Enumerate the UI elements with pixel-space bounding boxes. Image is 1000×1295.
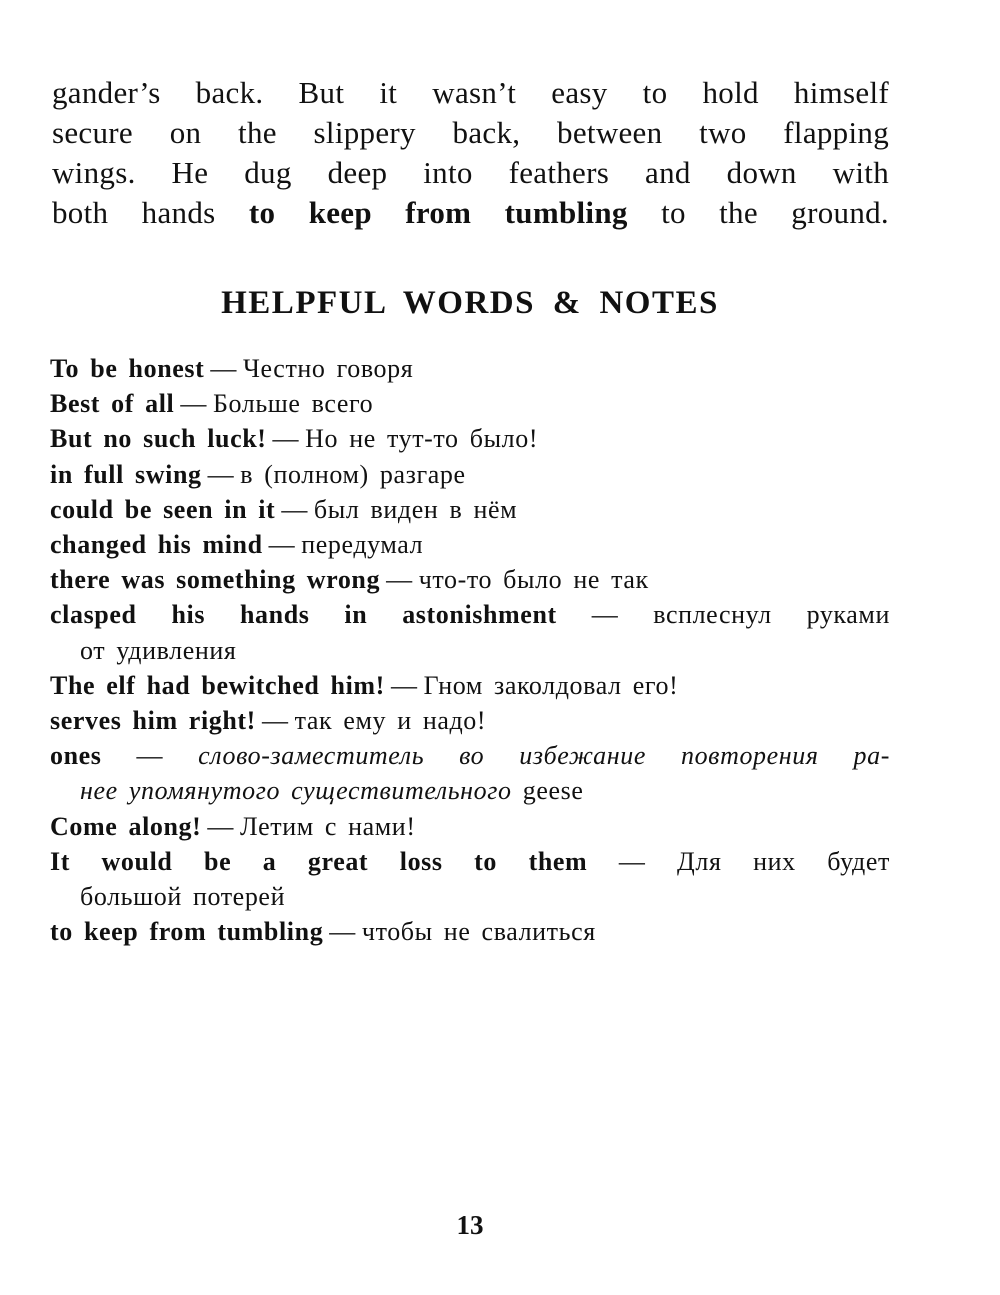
dash-separator: — xyxy=(618,846,646,876)
vocab-term: Best of all xyxy=(50,389,175,419)
vocab-translation-continued: нее упомянутого существительного xyxy=(80,776,512,806)
vocab-entry xyxy=(50,562,890,597)
vocabulary-list xyxy=(50,351,890,949)
vocab-translation: Но не тут-то было! xyxy=(305,424,539,454)
dash-separator: — xyxy=(207,811,235,841)
story-paragraph xyxy=(52,73,889,233)
vocab-term: It would be a great loss to them xyxy=(50,846,588,876)
dash-separator: — xyxy=(261,706,289,736)
vocab-term: The elf had bewitched him! xyxy=(50,670,385,700)
section-heading: HELPFUL WORDS & NOTES xyxy=(221,285,719,321)
paragraph-line: gander’s back. But it wasn’t easy to hold himself xyxy=(52,75,889,110)
vocab-term: ones xyxy=(50,741,102,771)
vocab-term: in full swing xyxy=(50,459,202,489)
vocab-translation-continued: от удивления xyxy=(80,635,237,665)
vocab-term: serves him right! xyxy=(50,706,256,736)
dash-separator: — xyxy=(390,670,418,700)
vocab-translation: Гном заколдовал его! xyxy=(423,670,679,700)
paragraph-text: both hands xyxy=(52,195,216,230)
paragraph-text: to the ground. xyxy=(661,195,889,230)
dash-separator: — xyxy=(268,530,296,560)
vocab-translation: так ему и надо! xyxy=(294,706,487,736)
vocab-translation: передумал xyxy=(301,530,424,560)
dash-separator: — xyxy=(272,424,300,454)
dash-separator: — xyxy=(329,917,356,947)
paragraph-line: secure on the slippery back, between two flapping xyxy=(52,115,889,150)
vocab-translation: был виден в нём xyxy=(313,494,518,524)
vocab-term: there was something wrong xyxy=(50,565,381,595)
dash-separator: — xyxy=(591,600,619,630)
vocab-entry xyxy=(50,668,890,703)
paragraph-line: wings. He dug deep into feathers and down with xyxy=(52,155,889,190)
page-number: 13 xyxy=(456,1210,484,1240)
vocab-translation: всплеснул руками xyxy=(653,600,890,630)
vocab-term: clasped his hands in astonishment xyxy=(50,600,557,630)
vocab-entry xyxy=(50,421,890,456)
paragraph-line xyxy=(52,193,889,233)
vocab-entry xyxy=(50,597,890,667)
highlighted-phrase: to keep from tumbling xyxy=(248,195,628,230)
vocab-entry xyxy=(50,457,890,492)
vocab-entry xyxy=(50,844,890,914)
vocab-entry xyxy=(50,809,890,844)
vocab-translation: чтобы не свалиться xyxy=(361,917,596,947)
dash-separator: — xyxy=(386,565,413,595)
dash-separator: — xyxy=(207,459,235,489)
vocab-term: could be seen in it xyxy=(50,494,276,524)
dash-separator: — xyxy=(281,494,308,524)
vocab-example-word: geese xyxy=(522,776,584,806)
vocab-term: Come along! xyxy=(50,811,202,841)
vocab-entry xyxy=(50,738,890,808)
vocab-term: to keep from tumbling xyxy=(50,917,324,947)
vocab-term: To be honest xyxy=(50,354,205,383)
vocab-translation: в (полном) разгаре xyxy=(240,459,466,489)
vocab-translation-continued: большой потерей xyxy=(80,882,286,912)
vocab-translation: Больше всего xyxy=(212,389,374,419)
vocab-term: But no such luck! xyxy=(50,424,267,454)
dash-separator: — xyxy=(210,354,238,383)
vocab-translation: что-то было не так xyxy=(418,565,649,595)
vocab-translation: слово-заместитель во избежание повторения ра- xyxy=(198,741,890,771)
vocab-term: changed his mind xyxy=(50,530,263,560)
vocab-translation: Для них будет xyxy=(677,846,890,876)
dash-separator: — xyxy=(180,389,207,419)
dash-separator: — xyxy=(136,741,164,771)
vocab-entry xyxy=(50,527,890,562)
vocab-entry xyxy=(50,386,890,421)
vocab-entry xyxy=(50,492,890,527)
vocab-entry xyxy=(50,914,890,949)
vocab-entry xyxy=(50,703,890,738)
vocab-entry xyxy=(50,351,890,386)
vocab-translation: Честно говоря xyxy=(243,354,414,383)
vocab-translation: Летим с нами! xyxy=(240,811,416,841)
